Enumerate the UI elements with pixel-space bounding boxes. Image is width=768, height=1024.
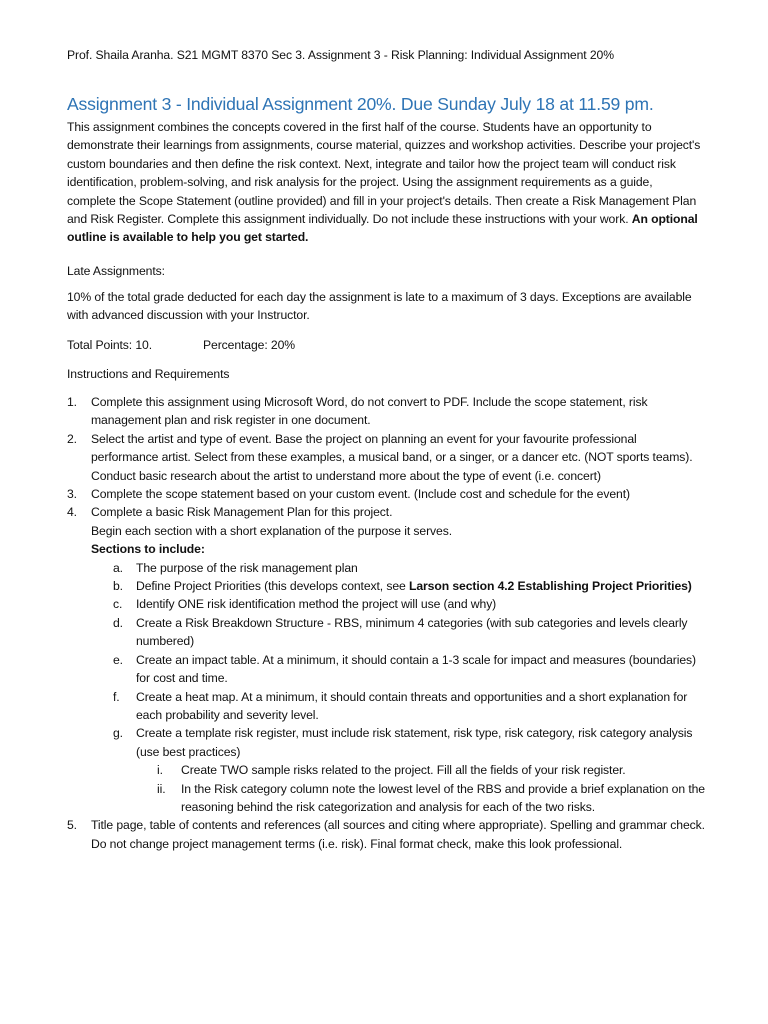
item-number: 4. [67,505,77,520]
sub-sub-item-text: In the Risk category column note the lowest level of the RBS and provide a brief explanation on the reasoning behind the risk categorization and analysis for each of the two risks. [181,781,705,814]
sub-item [67,651,707,688]
late-assignments-text: 10% of the total grade deducted for each day the assignment is late to a maximum of 3 days. Exceptions are available with advanced discussion with your Instructor. [67,290,692,323]
points-line [67,336,702,354]
sub-sub-item-numeral: i. [157,763,163,778]
list-item [67,485,707,503]
sub-item [67,724,707,761]
sub-item-text: The purpose of the risk management plan [136,560,358,575]
item-text: Title page, table of contents and references (all sources and citing where appropriate). Spelling and grammar check. Do not change project management terms (i.e. risk). Final format check, make this look professional. [91,818,705,851]
item-number: 1. [67,395,77,409]
requirements-list [67,393,707,853]
item-text: Complete a basic Risk Management Plan for this project. [91,505,393,520]
intro-bold-note: An optional outline is available to help you get started. [67,212,698,245]
assignment-title: Assignment 3 - Individual Assignment 20%. Due Sunday July 18 at 11.59 pm. [67,94,654,114]
item-text: Complete the scope statement based on your custom event. (Include cost and schedule for the event) [91,487,630,502]
sub-item-text: Create a Risk Breakdown Structure - RBS, minimum 4 categories (with sub categories and levels clearly numbered) [136,615,688,649]
item-text: Select the artist and type of event. Base the project on planning an event for your favourite professional performance artist. Select from these examples, a musical band, or a singer, or a dancer etc. (NOT sports teams). Conduct basic research about the artist to understand more about the type of event (i.e. concert) [91,431,693,483]
sub-item-letter: e. [113,652,123,667]
list-item [67,393,707,430]
late-assignments-label: Late Assignments: [67,264,165,278]
sub-item-text: Create a heat map. At a minimum, it should contain threats and opportunities and a short explanation for each probability and severity level. [136,689,688,722]
sub-item-text: Create an impact table. At a minimum, it should contain a 1-3 scale for impact and measures (boundaries) for cost and time. [136,652,696,686]
sub-item [67,595,707,613]
list-item [67,503,707,521]
sub-item-letter: a. [113,560,123,575]
item-note: Begin each section with a short explanation of the purpose it serves. [91,523,452,538]
sections-label: Sections to include: [91,542,205,557]
intro-text: This assignment combines the concepts covered in the first half of the course. Students have an opportunity to demonstrate their learnings from assignments, course material, quizzes and workshop activities. Describe your project's custom boundaries and then define the risk context. Next, integrate and tailor how the project team will conduct risk identification, problem-solving, and risk analysis for the project. Using the assignment requirements as a guide, complete the Scope Statement (outline provided) and fill in your project's details. Then create a Risk Management Plan and Risk Register. Complete this assignment individually. Do not include these instructions with your work. [67,120,701,227]
item-number: 5. [67,818,77,833]
item-text: Complete this assignment using Microsoft Word, do not convert to PDF. Include the scope statement, risk management plan and risk register in one document. [91,395,648,428]
sub-item [67,577,707,595]
sub-item-letter: c. [113,597,123,612]
sub-item-text: Identify ONE risk identification method the project will use (and why) [136,597,497,612]
list-item [67,816,707,853]
sub-item [67,688,707,725]
sub-sub-item-text: Create TWO sample risks related to the project. Fill all the fields of your risk register. [181,763,626,778]
intro-paragraph [67,118,702,247]
sub-item-bold-ref: Larson section 4.2 Establishing Project Priorities) [409,579,692,594]
sub-item [67,559,707,577]
sub-sub-item [67,761,707,779]
instructions-heading: Instructions and Requirements [67,367,230,381]
sub-item-letter: f. [113,689,120,704]
item-number: 2. [67,431,77,446]
sub-item-letter: g. [113,726,123,741]
list-item [67,430,707,485]
sub-item [67,614,707,651]
sub-item-letter: d. [113,615,123,630]
sub-item-letter: b. [113,579,123,594]
sub-item-text: Define Project Priorities (this develops context, see [136,579,410,594]
sub-sub-item-numeral: ii. [157,781,166,796]
total-points: Total Points: 10. [67,338,153,352]
sub-item-text: Create a template risk register, must include risk statement, risk type, risk category, risk category analysis (use best practices) [136,726,693,759]
item-number: 3. [67,487,77,502]
sub-sub-item [67,780,707,817]
document-header: Prof. Shaila Aranha. S21 MGMT 8370 Sec 3. Assignment 3 - Risk Planning: Individual Assignment 20% [67,48,614,62]
percentage: Percentage: 20% [203,338,296,352]
